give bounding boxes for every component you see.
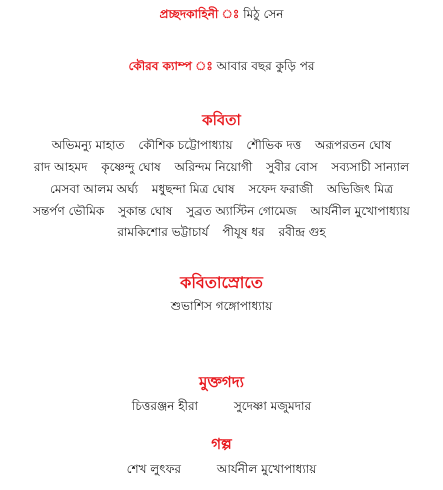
stream-name: শুভাশিস গঙ্গোপাধ্যায় <box>170 299 273 313</box>
poet-name: সুবীর বোস <box>266 160 318 174</box>
poet-name: কৃষ্ণেন্দু ঘোষ <box>101 160 161 174</box>
author-name: সুদেষ্ণা মজুমদার <box>233 399 312 413</box>
poetry-row-5 <box>0 224 443 240</box>
poetry-heading: কবিতা <box>202 111 241 129</box>
poet-name: সফেদ ফরাজী <box>248 182 314 196</box>
camp-label: কৌরব ক্যাম্প ঃ <box>128 59 213 73</box>
poet-name: সন্তর্পণ ভৌমিক <box>33 204 105 218</box>
poet-name: অভিমন্যু মাহাত <box>51 138 125 152</box>
poet-name: আর্যনীল মুখোপাধ্যায় <box>310 204 410 218</box>
poetry-row-4 <box>0 203 443 219</box>
poet-name: সুকান্ত ঘোষ <box>118 204 173 218</box>
free-prose-names <box>0 398 443 414</box>
author-name: আর্যনীল মুখোপাধ্যায় <box>216 462 317 476</box>
cover-value: মিঠু সেন <box>243 7 284 21</box>
cover-label: প্রচ্ছদকাহিনী ঃ <box>159 7 240 21</box>
poet-name: সুব্রত অ্যাস্টিন গোমেজ <box>186 204 297 218</box>
author-name: চিত্তরঞ্জন হীরা <box>131 399 199 413</box>
poet-name: সব্যসাচী সান্যাল <box>331 160 410 174</box>
author-name: শেখ লুৎফর <box>126 462 182 476</box>
poetry-row-1 <box>0 137 443 153</box>
poet-name: মেসবা আলম অর্ঘ্য <box>49 182 139 196</box>
poet-name: কৌশিক চট্টোপাধ্যায় <box>138 138 233 152</box>
poet-name: অরূপরতন ঘোষ <box>315 138 392 152</box>
poet-name: পীযূষ ধর <box>222 225 265 239</box>
poetry-row-3 <box>0 181 443 197</box>
stream-heading: কবিতাস্রোতে <box>180 273 263 292</box>
poetry-row-2 <box>0 159 443 175</box>
story-heading: গল্প <box>211 435 232 453</box>
camp-line <box>0 58 443 74</box>
poet-name: শৌভিক দত্ত <box>246 138 302 152</box>
free-prose-heading: মুক্তগদ্য <box>199 373 244 391</box>
poet-name: রাদ আহমদ <box>33 160 88 174</box>
poet-name: অরিন্দম নিয়োগী <box>174 160 253 174</box>
camp-value: আবার বছর কুড়ি পর <box>216 59 315 73</box>
story-names <box>0 461 443 477</box>
poet-name: অভিজিৎ মিত্র <box>326 182 394 196</box>
poet-name: মধুছন্দা মিত্র ঘোষ <box>151 182 235 196</box>
poet-name: রবীন্দ্র গুহ <box>278 225 326 239</box>
poet-name: রামকিশোর ভট্টাচার্য <box>117 225 209 239</box>
cover-line <box>0 6 443 22</box>
